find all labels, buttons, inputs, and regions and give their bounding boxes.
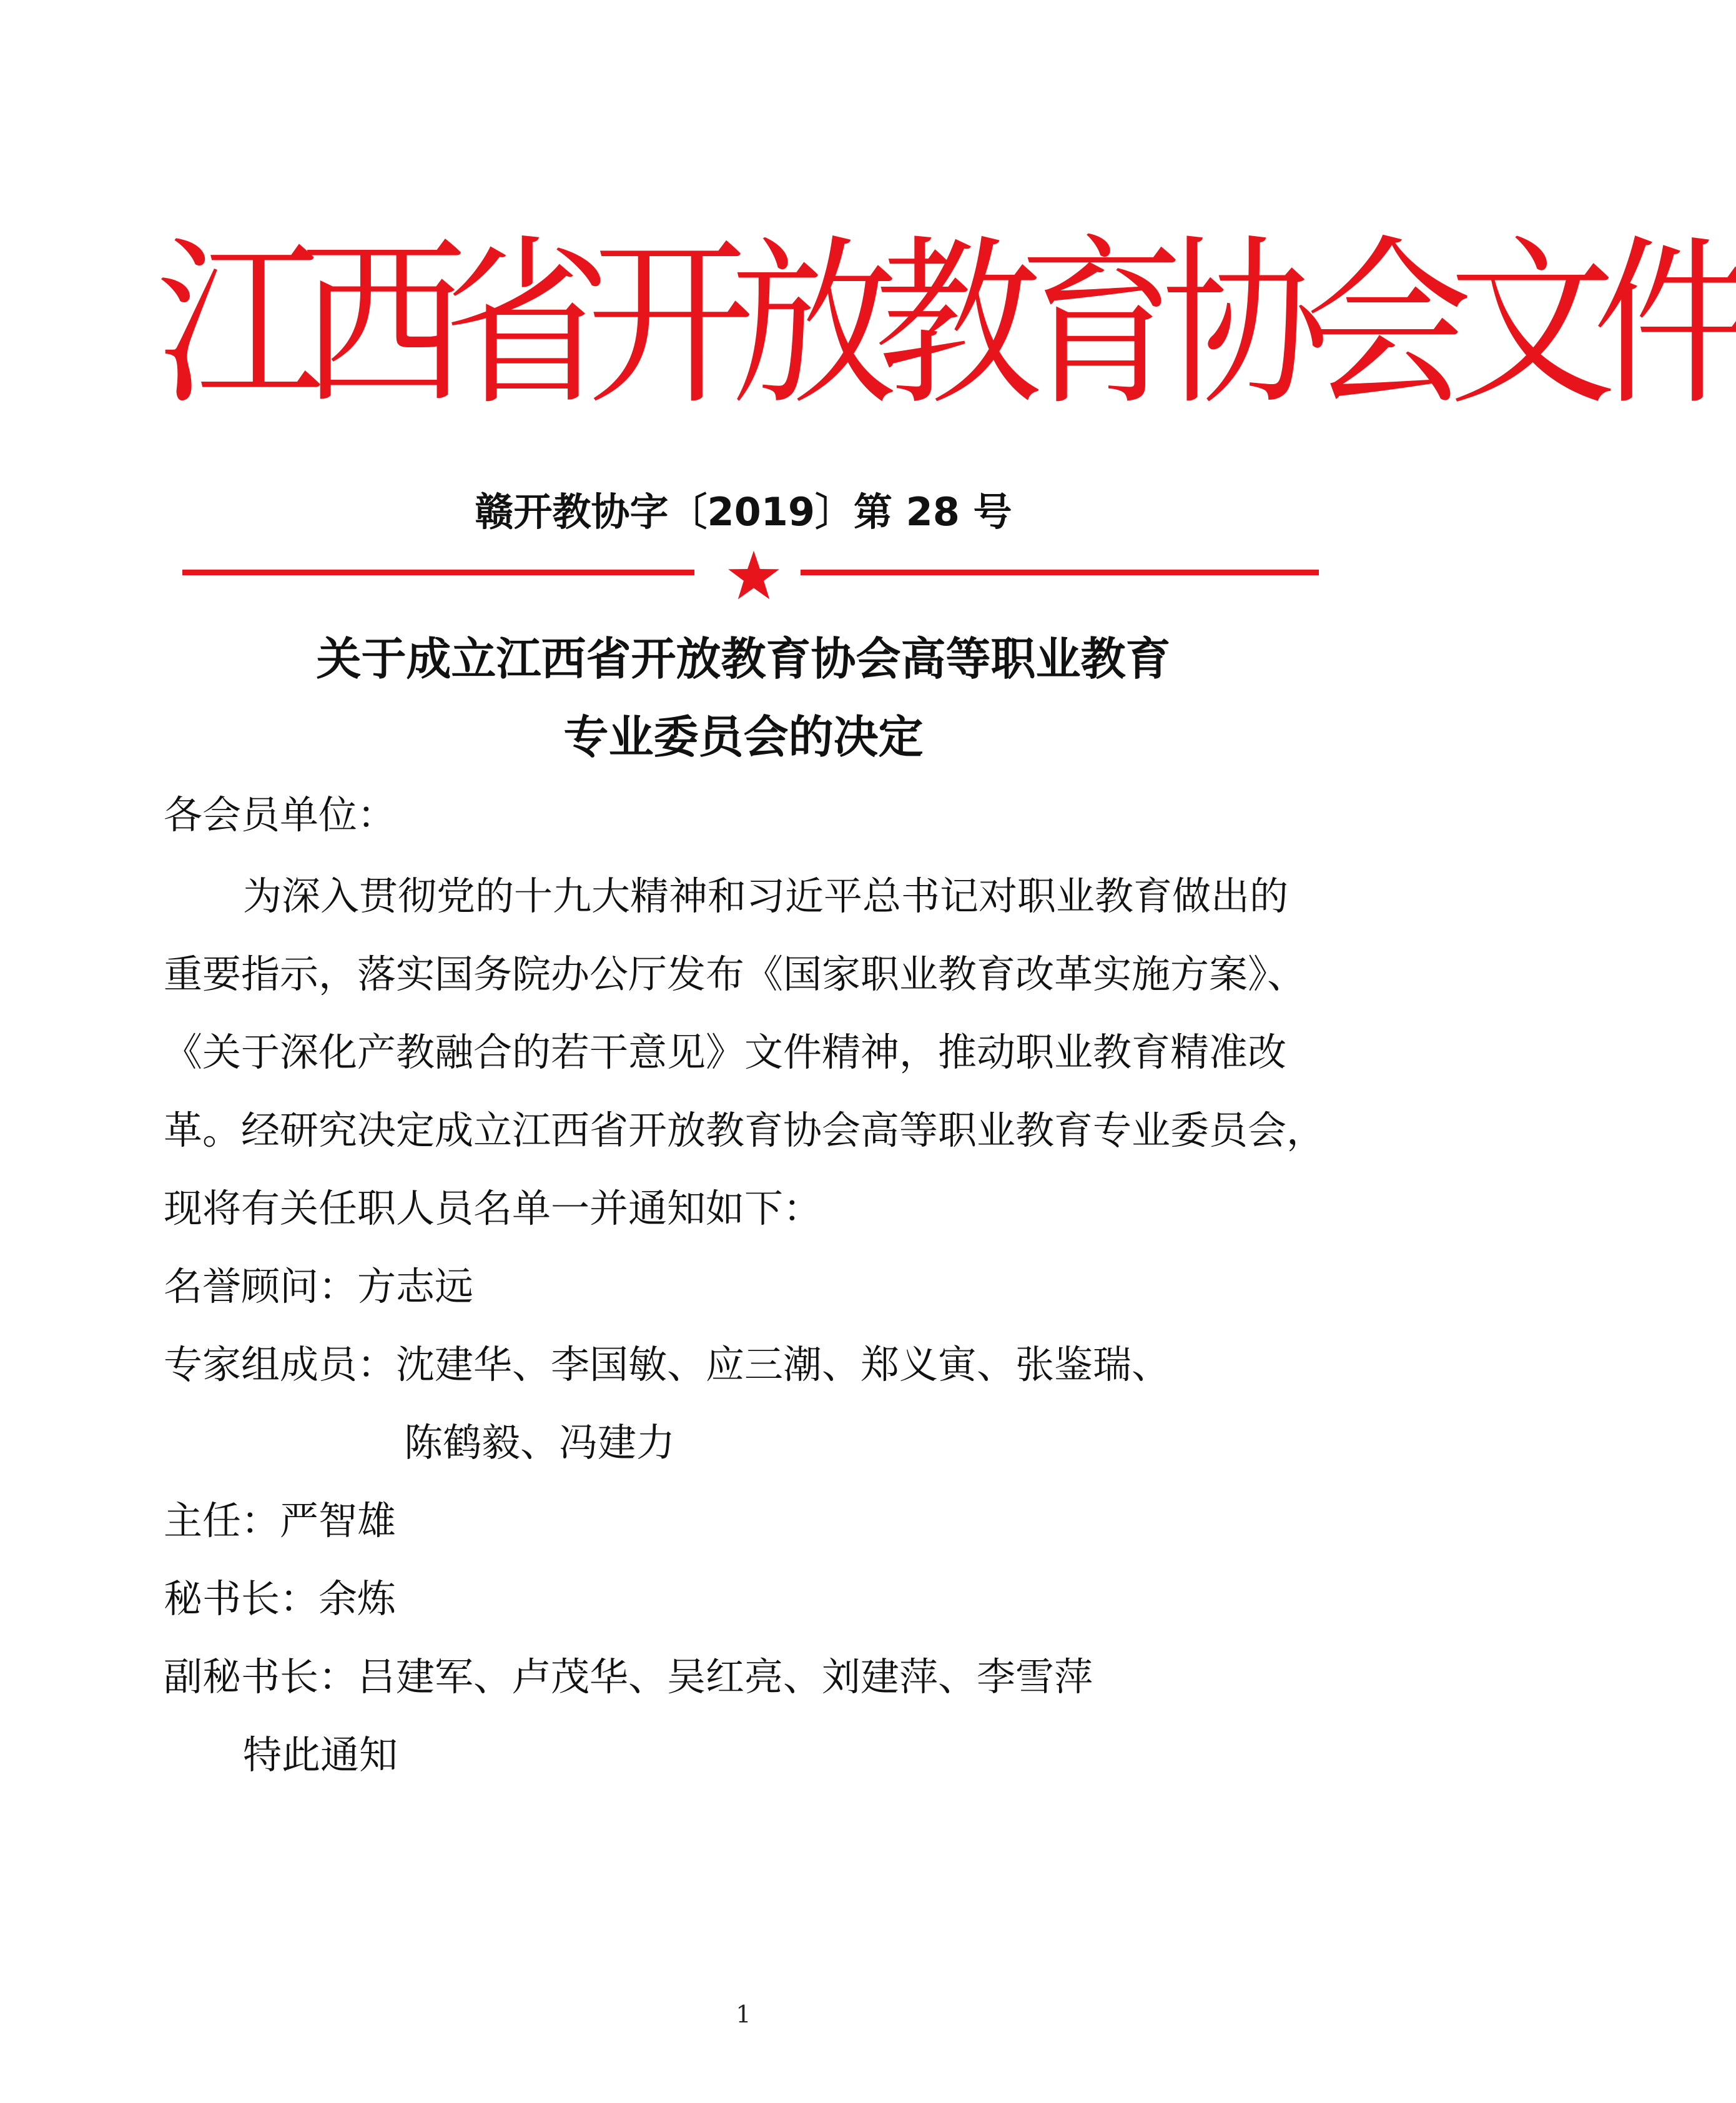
document-number: 赣开教协字〔2019〕第 28 号 (475, 489, 1012, 535)
body-line-5: 现将有关任职人员名单一并通知如下： (164, 1185, 822, 1231)
director: 主任：严智雄 (164, 1498, 397, 1543)
page-number: 1 (736, 2001, 751, 2028)
secretary-general: 秘书长：余炼 (164, 1576, 397, 1621)
deputy-secretaries: 副秘书长：吕建军、卢茂华、吴红亮、刘建萍、李雪萍 (164, 1654, 1093, 1700)
star-icon (727, 550, 781, 600)
body-line-3: 《关于深化产教融合的若干意见》文件精神，推动职业教育精准改 (164, 1029, 1287, 1075)
red-divider (182, 550, 1319, 600)
honorary-advisor: 名誉顾问：方志远 (164, 1264, 474, 1309)
salutation: 各会员单位： (164, 792, 397, 838)
expert-members-line-1: 专家组成员：沈建华、李国敏、应三潮、郑义寅、张鉴瑞、 (164, 1342, 1171, 1387)
masthead-title: 江西省开放教育协会文件 (156, 219, 1736, 430)
body-line-4: 革。经研究决定成立江西省开放教育协会高等职业教育专业委员会， (164, 1107, 1326, 1153)
expert-members-line-2: 陈鹤毅、冯建力 (404, 1420, 676, 1465)
document-title-line-1: 关于成立江西省开放教育协会高等职业教育 (316, 633, 1171, 685)
divider-rule-left (182, 570, 694, 575)
body-line-2: 重要指示，落实国务院办公厅发布《国家职业教育改革实施方案》、 (164, 951, 1306, 997)
divider-rule-right (801, 570, 1319, 575)
body-line-1: 为深入贯彻党的十九大精神和习近平总书记对职业教育做出的 (243, 873, 1289, 919)
document-title-line-2: 专业委员会的决定 (563, 711, 924, 763)
closing-remark: 特此通知 (243, 1732, 398, 1778)
